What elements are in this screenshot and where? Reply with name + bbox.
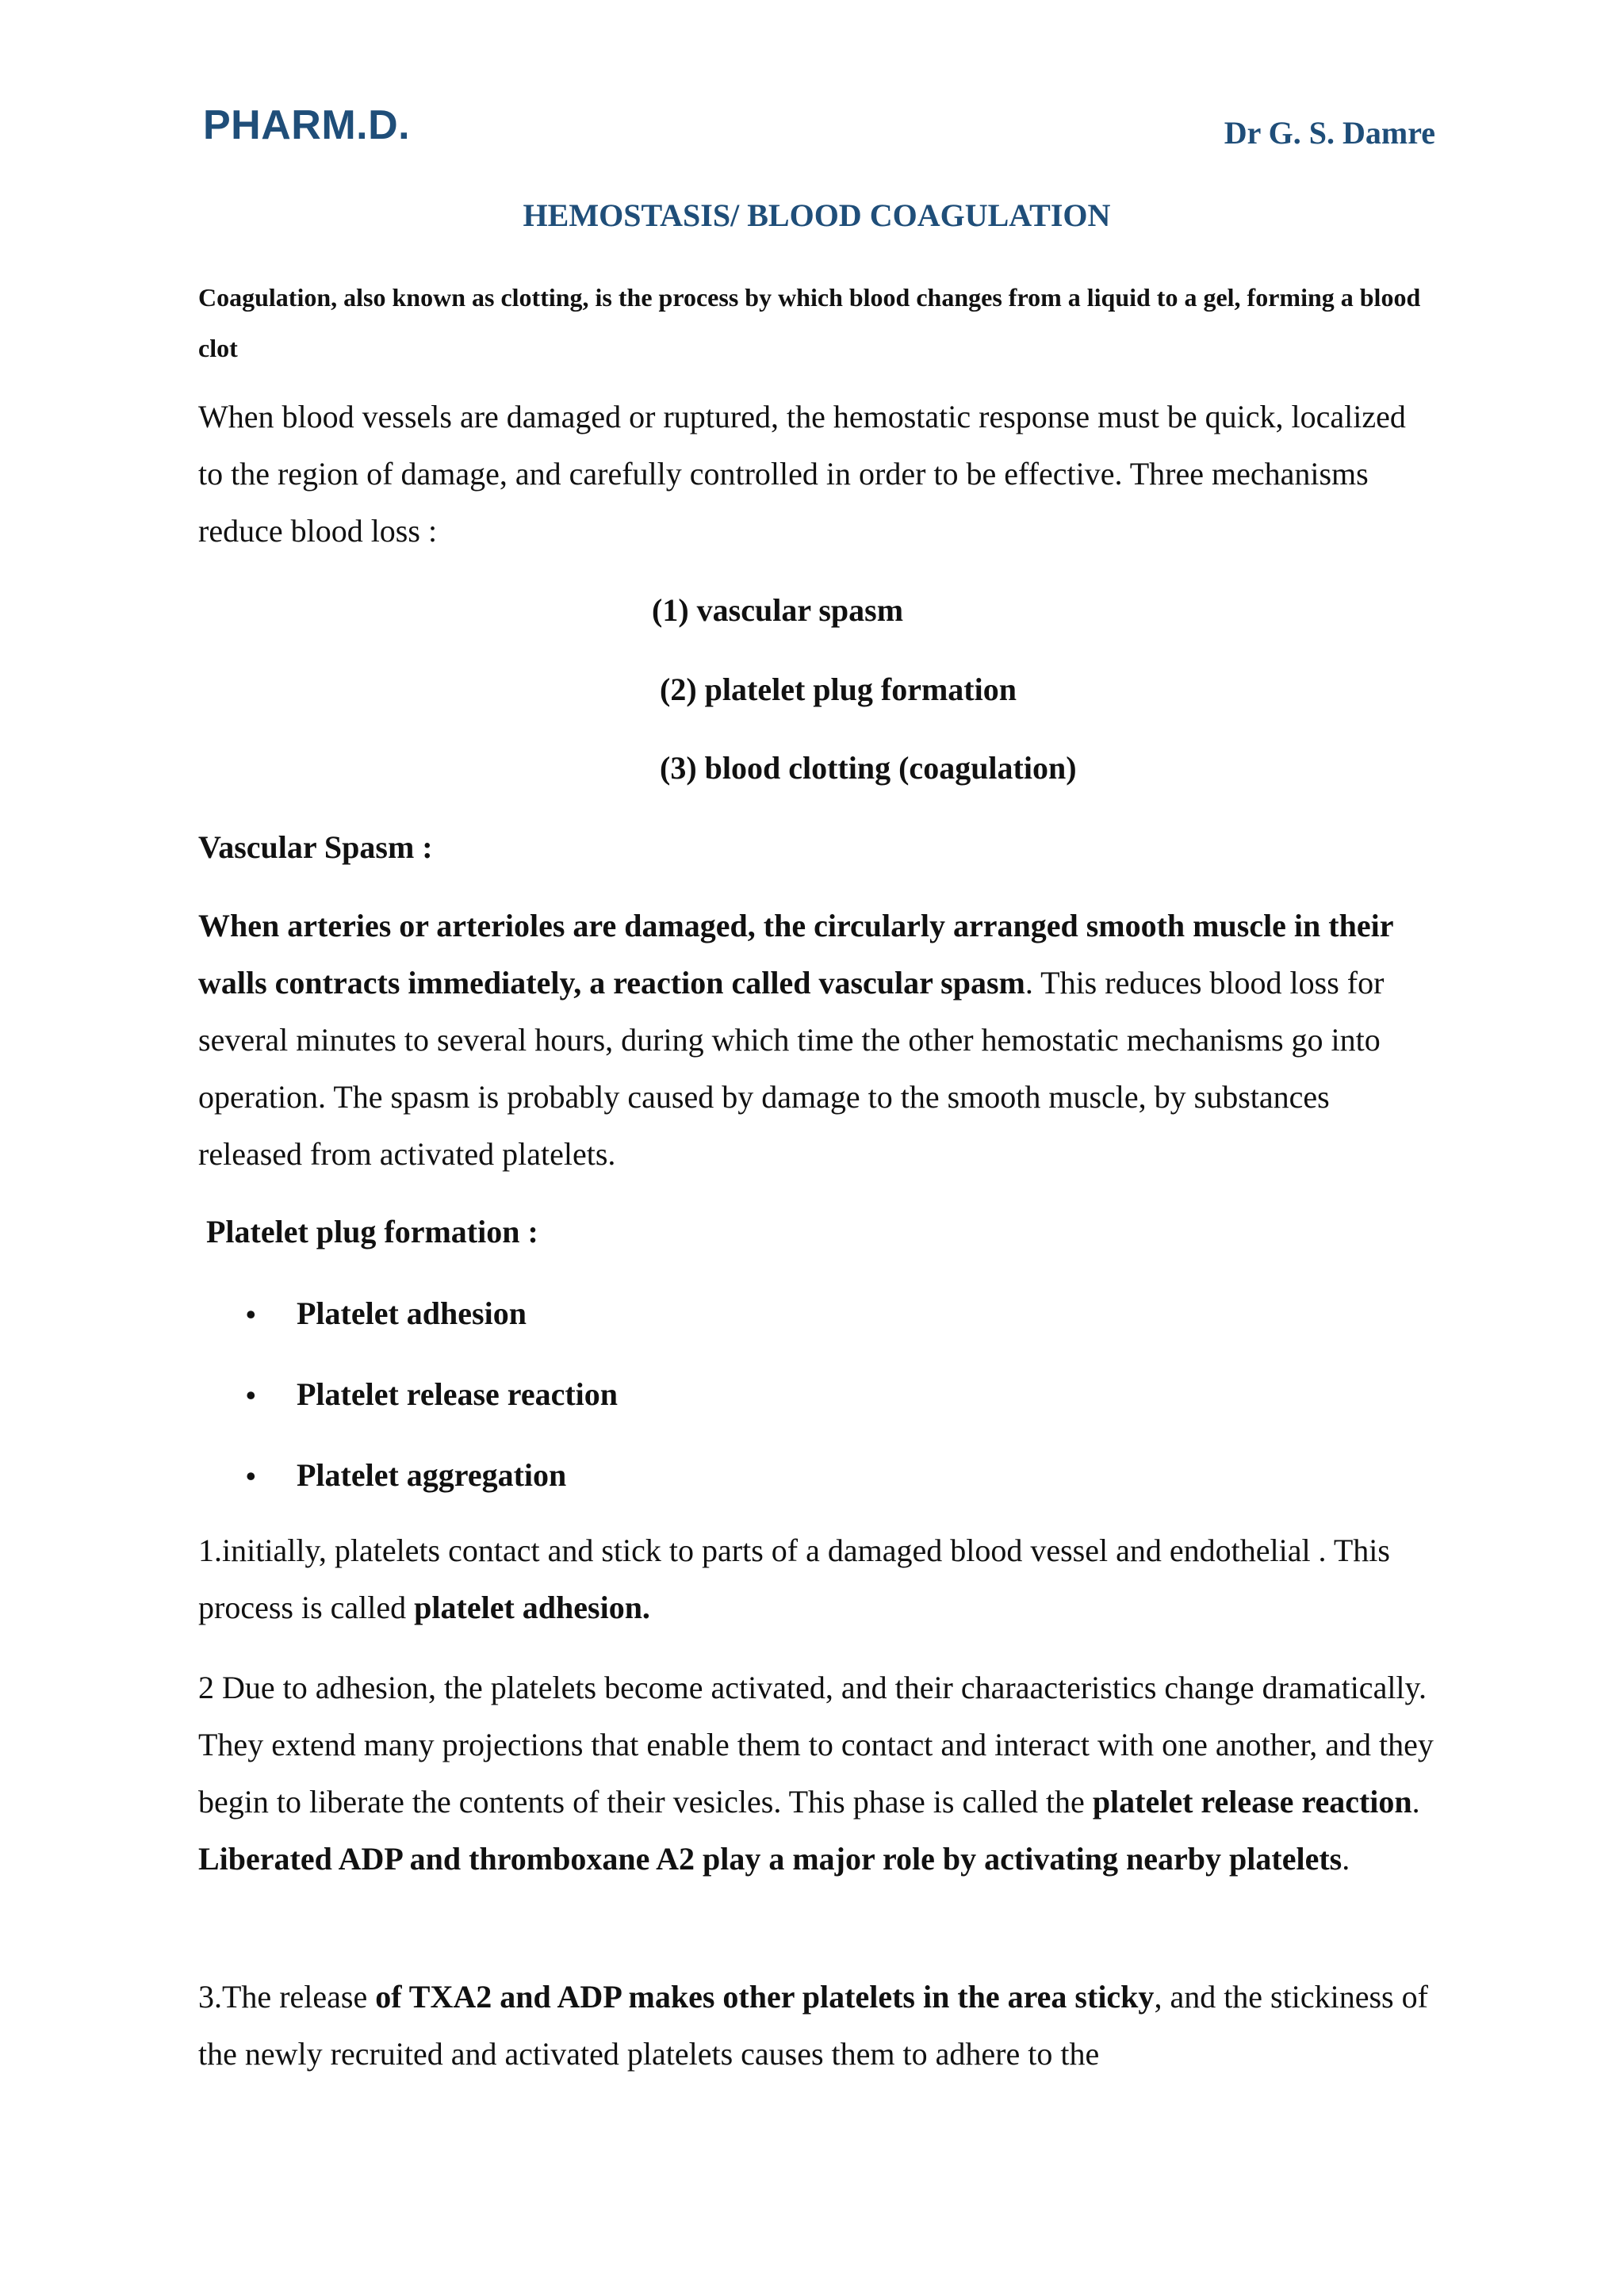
paragraph-vascular-spasm: [198, 897, 1435, 1183]
bullet-item: [246, 1376, 618, 1414]
bold-text: platelet release reaction: [1092, 1784, 1412, 1820]
paragraph-text: When blood vessels are damaged or ruptured, the hemostatic response must be quick, localized to the region of damage, and carefully controlled in order to be effective. Three mechanisms reduce blood loss :: [198, 399, 1406, 549]
bullet-item: [246, 1295, 527, 1334]
section-heading-platelet-plug: Platelet plug formation :: [206, 1214, 538, 1249]
paragraph-mechanisms: [198, 388, 1435, 560]
bullet-text: Platelet aggregation: [297, 1457, 567, 1493]
bullet-item: [246, 1456, 566, 1495]
mechanism-item: (1) vascular spasm: [652, 592, 904, 628]
page-title: HEMOSTASIS/ BLOOD COAGULATION: [523, 197, 1111, 233]
header-course: PHARM.D.: [203, 102, 411, 148]
bold-text: Liberated ADP and thromboxane A2 play a major role by activating nearby platelets: [198, 1841, 1342, 1877]
regular-text: 2 Due to adhesion, the platelets become activated, and their charaacteristics change dramatically. They extend many projections that enable them to contact and interact with one another, and they begin to liberate the contents of their vesicles. This phase is called the: [198, 1670, 1434, 1820]
bold-text: When arteries or arterioles are damaged, the circularly arranged smooth muscle in their walls contracts immediately, a reaction called vascular spasm: [198, 908, 1393, 1001]
regular-text: .: [1342, 1841, 1350, 1877]
document-page: [198, 0, 1435, 2296]
paragraph-text: [198, 1659, 1435, 1888]
regular-text: 1.initially, platelets contact and stick to parts of a damaged blood vessel and endothelial . This process is called: [198, 1533, 1390, 1625]
bold-text: of TXA2 and ADP makes other platelets in the area sticky: [375, 1979, 1155, 2015]
intro-definition: Coagulation, also known as clotting, is the process by which blood changes from a liquid to a gel, forming a blood clot: [198, 283, 1421, 362]
bullet-symbol: •: [246, 1460, 256, 1492]
regular-text: , and the stickiness of the newly recruited and activated platelets causes them to adhere to the: [198, 1979, 1428, 2072]
header-author: Dr G. S. Damre: [1224, 115, 1435, 151]
mechanism-item: (2) platelet plug formation: [660, 672, 1017, 707]
section-heading-vascular-spasm: Vascular Spasm :: [198, 829, 433, 865]
bullet-text: Platelet release reaction: [297, 1376, 618, 1412]
mechanism-item: (3) blood clotting (coagulation): [660, 750, 1077, 786]
paragraph-text: [198, 1969, 1435, 2083]
regular-text: . This reduces blood loss for several minutes to several hours, during which time the other hemostatic mechanisms go into operation. The spasm is probably caused by damage to the smooth muscle, by substances released from activated platelets.: [198, 965, 1385, 1172]
bullet-text: Platelet adhesion: [297, 1295, 527, 1331]
bullet-symbol: •: [246, 1380, 256, 1411]
bullet-symbol: •: [246, 1299, 256, 1330]
paragraph-text: [198, 897, 1435, 1183]
paragraph-step-2: [198, 1659, 1435, 1888]
regular-text: .: [1411, 1784, 1420, 1820]
paragraph-text: [198, 1522, 1435, 1636]
paragraph-step-1: [198, 1522, 1435, 1636]
bold-text: platelet adhesion.: [414, 1590, 650, 1625]
regular-text: 3.The release: [198, 1979, 376, 2015]
paragraph-step-3: [198, 1969, 1435, 2083]
